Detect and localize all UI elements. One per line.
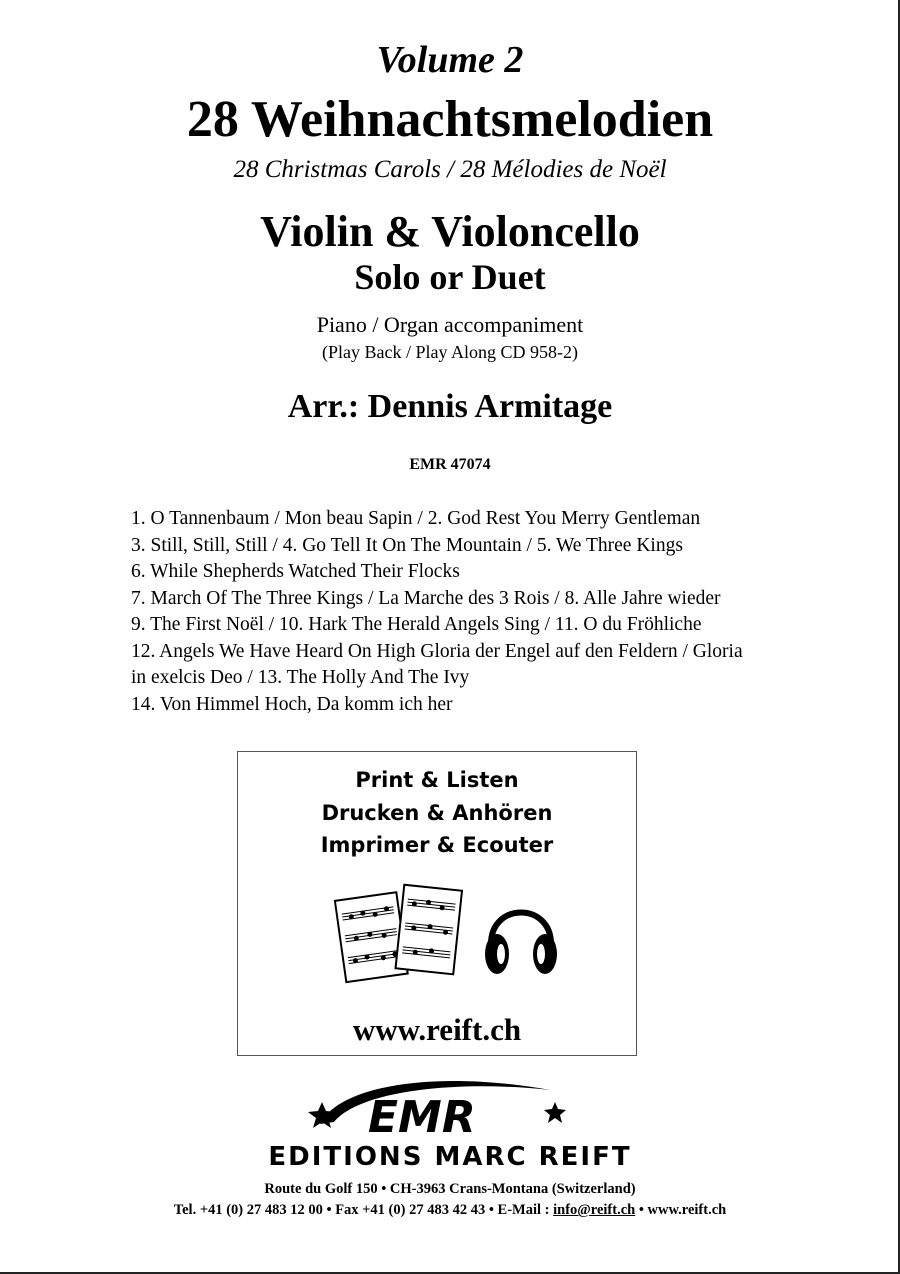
accompaniment-note: Piano / Organ accompaniment (316, 312, 584, 337)
arranger: Arr.: Dennis Armitage (287, 388, 613, 425)
page-title: 28 Weihnachtsmelodien (186, 91, 714, 148)
setting-heading: Solo or Duet (354, 257, 546, 297)
song-line: 14. Von Himmel Hoch, Da komm ich her (131, 693, 453, 715)
volume-label: Volume 2 (376, 39, 524, 81)
emr-logo (300, 1072, 590, 1142)
publisher-name: EDITIONS MARC REIFT (268, 1142, 632, 1172)
song-list (131, 506, 861, 718)
logo-text: EMR (368, 1092, 476, 1142)
song-line: 1. O Tannenbaum / Mon beau Sapin / 2. God Rest You Merry Gentleman (131, 508, 701, 529)
song-line: 3. Still, Still, Still / 4. Go Tell It On The Mountain / 5. We Three Kings (131, 534, 683, 556)
email-link[interactable]: info@reift.ch (553, 1202, 636, 1218)
song-line: in exelcis Deo / 13. The Holly And The Ivy (131, 667, 470, 688)
instruments-heading: Violin & Violoncello (260, 207, 640, 256)
publisher-address: Route du Golf 150 • CH-3963 Crans-Montana (Switzerland) (264, 1181, 636, 1197)
print-listen-fr: Imprimer & Ecouter (320, 833, 554, 857)
headphones-icon (485, 913, 557, 975)
print-listen-de: Drucken & Anhören (321, 801, 553, 825)
song-line: 12. Angels We Have Heard On High Gloria der Engel auf den Feldern / Gloria (131, 640, 743, 662)
song-line: 9. The First Noël / 10. Hark The Herald Angels Sing / 11. O du Fröhliche (131, 614, 702, 635)
print-listen-box (237, 751, 637, 1056)
subtitle: 28 Christmas Carols / 28 Mélodies de Noël (233, 156, 667, 183)
publisher-contact (0, 1202, 900, 1219)
song-line: 6. While Shepherds Watched Their Flocks (131, 561, 460, 582)
print-listen-illustration (333, 882, 563, 992)
print-listen-en: Print & Listen (355, 768, 519, 792)
song-line: 7. March Of The Three Kings / La Marche des 3 Rois / 8. Alle Jahre wieder (131, 587, 721, 609)
contact-website: • www.reift.ch (635, 1202, 727, 1218)
website-link: www.reift.ch (352, 1012, 522, 1047)
sheet-music-icon (335, 885, 462, 982)
cd-note: (Play Back / Play Along CD 958-2) (322, 342, 578, 362)
catalog-number: EMR 47074 (409, 456, 491, 473)
contact-phone-fax: Tel. +41 (0) 27 483 12 00 • Fax +41 (0) 27 483 42 43 • E-Mail : (173, 1202, 554, 1218)
